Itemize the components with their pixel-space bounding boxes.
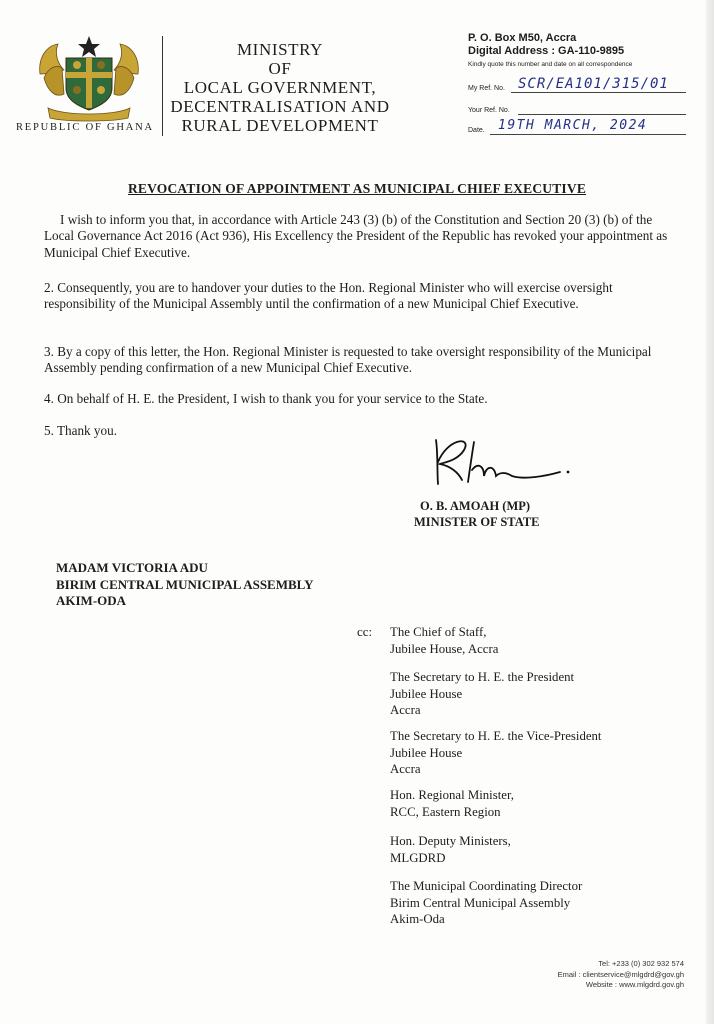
cc-line: MLGDRD (390, 850, 446, 865)
signatory-title: MINISTER OF STATE (414, 515, 540, 529)
my-ref-value: SCR/EA101/315/01 (518, 76, 669, 92)
paragraph-4: 4. On behalf of H. E. the President, I wish to thank you for your service to the State. (44, 391, 488, 406)
footer-email: Email : clientservice@mlgdrd@gov.gh (557, 969, 684, 979)
ministry-line: RURAL DEVELOPMENT (181, 116, 379, 135)
your-ref-label: Your Ref. No. (468, 107, 510, 114)
paragraph-2: 2. Consequently, you are to handover your duties to the Hon. Regional Minister who will exercise oversight responsibility of the Municipal Assembly until the confirmation of a new Municipal Chief Executive. (44, 280, 613, 312)
cc-line: Jubilee House, Accra (390, 641, 499, 656)
date-value: 19TH MARCH, 2024 (498, 118, 648, 133)
signatory-name: O. B. AMOAH (MP) (420, 499, 531, 513)
cc-line: Birim Central Municipal Assembly (390, 895, 571, 910)
cc-line: Hon. Regional Minister, (390, 788, 514, 802)
ministry-line: MINISTRY (236, 40, 324, 59)
quote-note: Kindly quote this number and date on all correspondence (468, 61, 633, 68)
digital-address: Digital Address : GA-110-9895 (468, 45, 625, 57)
cc-recipient (390, 787, 514, 820)
cc-line: Akim-Oda (390, 912, 445, 926)
cc-line: The Municipal Coordinating Director (390, 879, 583, 893)
footer-contact (558, 959, 684, 991)
footer-website: Website : www.mlgdrd.gov.gh (585, 980, 684, 989)
signature-image (428, 432, 578, 490)
date-label: Date. (468, 127, 485, 134)
cc-line: Jubilee House (390, 686, 463, 701)
addressee-line: BIRIM CENTRAL MUNICIPAL ASSEMBLY (56, 576, 314, 592)
paragraph-3: 3. By a copy of this letter, the Hon. Regional Minister is requested to take oversight responsibility of the Municipal Assembly pending confirmation of a new Municipal Chief Executive. (44, 344, 652, 376)
page-edge-shadow (706, 0, 714, 1024)
ministry-line: OF (268, 59, 292, 78)
cc-recipient (390, 624, 498, 657)
ministry-name (170, 40, 390, 135)
my-ref-label: My Ref. No. (468, 85, 505, 92)
footer-tel: Tel: +233 (0) 302 932 574 (598, 959, 684, 968)
your-ref-line (518, 100, 686, 115)
addressee-block (56, 560, 314, 610)
paragraph-1: I wish to inform you that, in accordance with Article 243 (3) (b) of the Constitution and Section 20 (3) (b) of the Local Governance Act 2016 (Act 936), His Excellency the President of the Republic has revoked your appointment as Municipal Chief Executive. (44, 212, 668, 260)
country-label: REPUBLIC OF GHANA (16, 122, 154, 133)
contact-block (468, 32, 693, 142)
cc-recipient (390, 878, 582, 928)
cc-line: The Chief of Staff, (390, 625, 487, 639)
cc-line: Accra (390, 703, 421, 717)
cc-label: cc: (357, 624, 373, 639)
header-divider (162, 36, 163, 136)
po-box: P. O. Box M50, Accra (468, 32, 577, 44)
paragraph-5: 5. Thank you. (44, 423, 118, 438)
signatory-block (414, 498, 540, 530)
ministry-line: LOCAL GOVERNMENT, (183, 78, 377, 97)
ministry-line: DECENTRALISATION AND (170, 97, 390, 116)
cc-line: The Secretary to H. E. the Vice-President (390, 729, 602, 743)
addressee-line: MADAM VICTORIA ADU (56, 560, 208, 575)
cc-recipient (390, 669, 574, 719)
ghana-coat-of-arms-icon (34, 34, 144, 122)
cc-line: The Secretary to H. E. the President (390, 670, 575, 684)
cc-recipient (390, 833, 511, 866)
cc-recipient (390, 728, 602, 778)
addressee-line: AKIM-ODA (56, 593, 127, 608)
cc-line: Hon. Deputy Ministers, (390, 834, 511, 848)
cc-line: Jubilee House (390, 745, 463, 760)
cc-line: Accra (390, 762, 421, 776)
letter-subject: REVOCATION OF APPOINTMENT AS MUNICIPAL CHIEF EXECUTIVE (127, 181, 587, 196)
cc-line: RCC, Eastern Region (390, 804, 501, 819)
